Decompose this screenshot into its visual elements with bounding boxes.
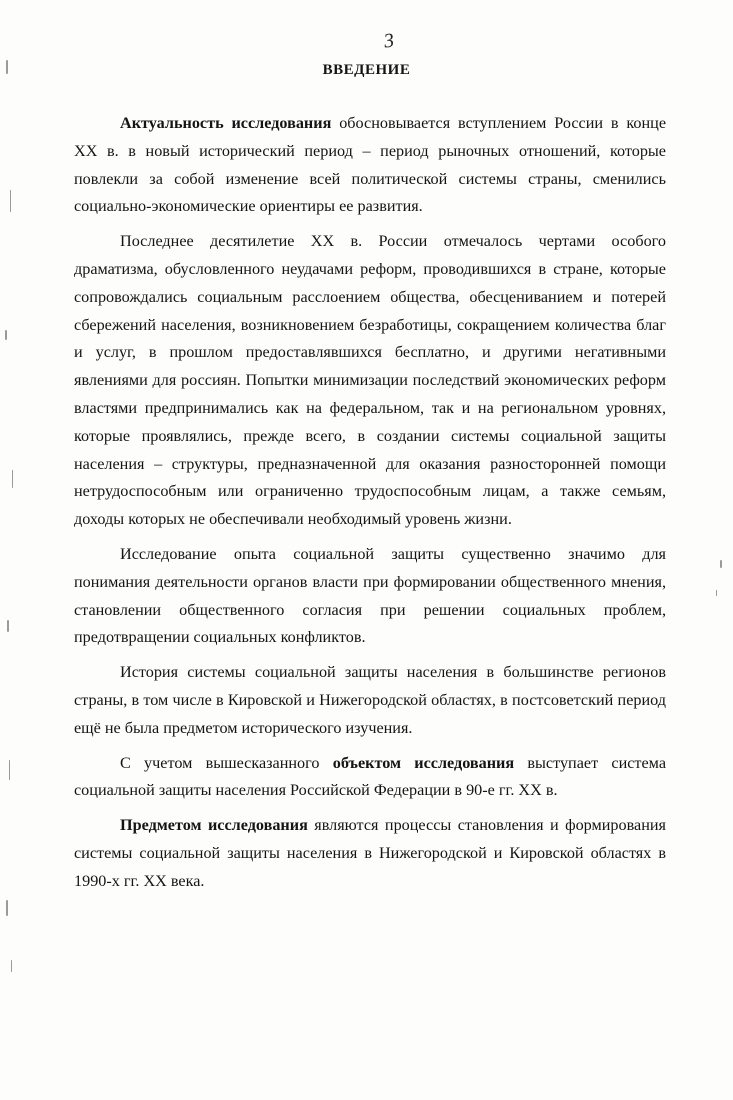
- scan-speck: [10, 190, 11, 212]
- paragraph-study-significance: [74, 541, 666, 652]
- paragraph-history: [74, 659, 666, 742]
- object-text-before: С учетом вышесказанного: [120, 753, 333, 772]
- scan-speck: [12, 470, 13, 488]
- paragraph-last-decade: [74, 228, 666, 534]
- scan-speck: [7, 620, 9, 632]
- subject-text: являются процессы становления и формирования системы социальной защиты населения в Нижегородской и Кировской областях в 1990-х гг. XX века.: [74, 816, 667, 890]
- scan-speck: [6, 900, 8, 916]
- body-text: [74, 110, 666, 903]
- subject-term: Предметом исследования: [120, 816, 308, 835]
- relevance-term: Актуальность исследования: [120, 114, 332, 132]
- section-heading: ВВЕДЕНИЕ: [322, 62, 411, 78]
- scan-speck: [6, 60, 8, 74]
- object-term: объектом исследования: [332, 753, 515, 772]
- scan-speck: [11, 960, 12, 972]
- scan-speck: [9, 760, 10, 780]
- scan-speck: [720, 560, 722, 568]
- study-significance-text: Исследование опыта социальной защиты существенно значимо для понимания деятельности органов власти при формировании общественного мнения, становлении общественного согласия при решении социальных проблем, предотвращении социальных конфликтов.: [74, 544, 666, 647]
- object-text-after: выступает система социальной защиты населения Российской Федерации в 90-е гг. XX в.: [74, 753, 666, 800]
- last-decade-text: Последнее десятилетие XX в. России отмечалось чертами особого драматизма, обусловленного неудачами реформ, проводившихся в стране, которые сопровождались социальным расслоением общества, обесцениванием и потерей сбережений населения, возникновением безработицы, сокращением количества благ и услуг, в прошлом предоставлявшихся бесплатно, и другими негативными явлениями для россиян. Попытки минимизации последствий экономических реформ властями предпринимались как на федеральном, так и на региональном уровнях, которые проявлялись, прежде всего, в создании системы социальной защиты населения – структуры, предназначенной для оказания разносторонней помощи нетрудоспособным или ограниченно трудоспособным лицам, а также семьям, доходы которых не обеспечивали необходимый уровень жизни.: [74, 232, 666, 529]
- paragraph-subject: [74, 812, 666, 895]
- history-text: История системы социальной защиты населения в большинстве регионов страны, в том числе в Кировской и Нижегородской областях, в постсоветский период ещё не была предметом исторического изучения.: [74, 663, 666, 737]
- relevance-text: обосновывается вступлением России в конце XX в. в новый исторический период – период рыночных отношений, которые повлекли за собой изменение всей политической системы страны, сменились социально-экономические ориентиры ее развития.: [74, 114, 667, 216]
- page-number: 3: [382, 29, 396, 53]
- paragraph-relevance: [74, 110, 666, 221]
- scan-speck: [5, 330, 7, 340]
- paragraph-object: [74, 750, 666, 806]
- scan-speck: [716, 590, 717, 596]
